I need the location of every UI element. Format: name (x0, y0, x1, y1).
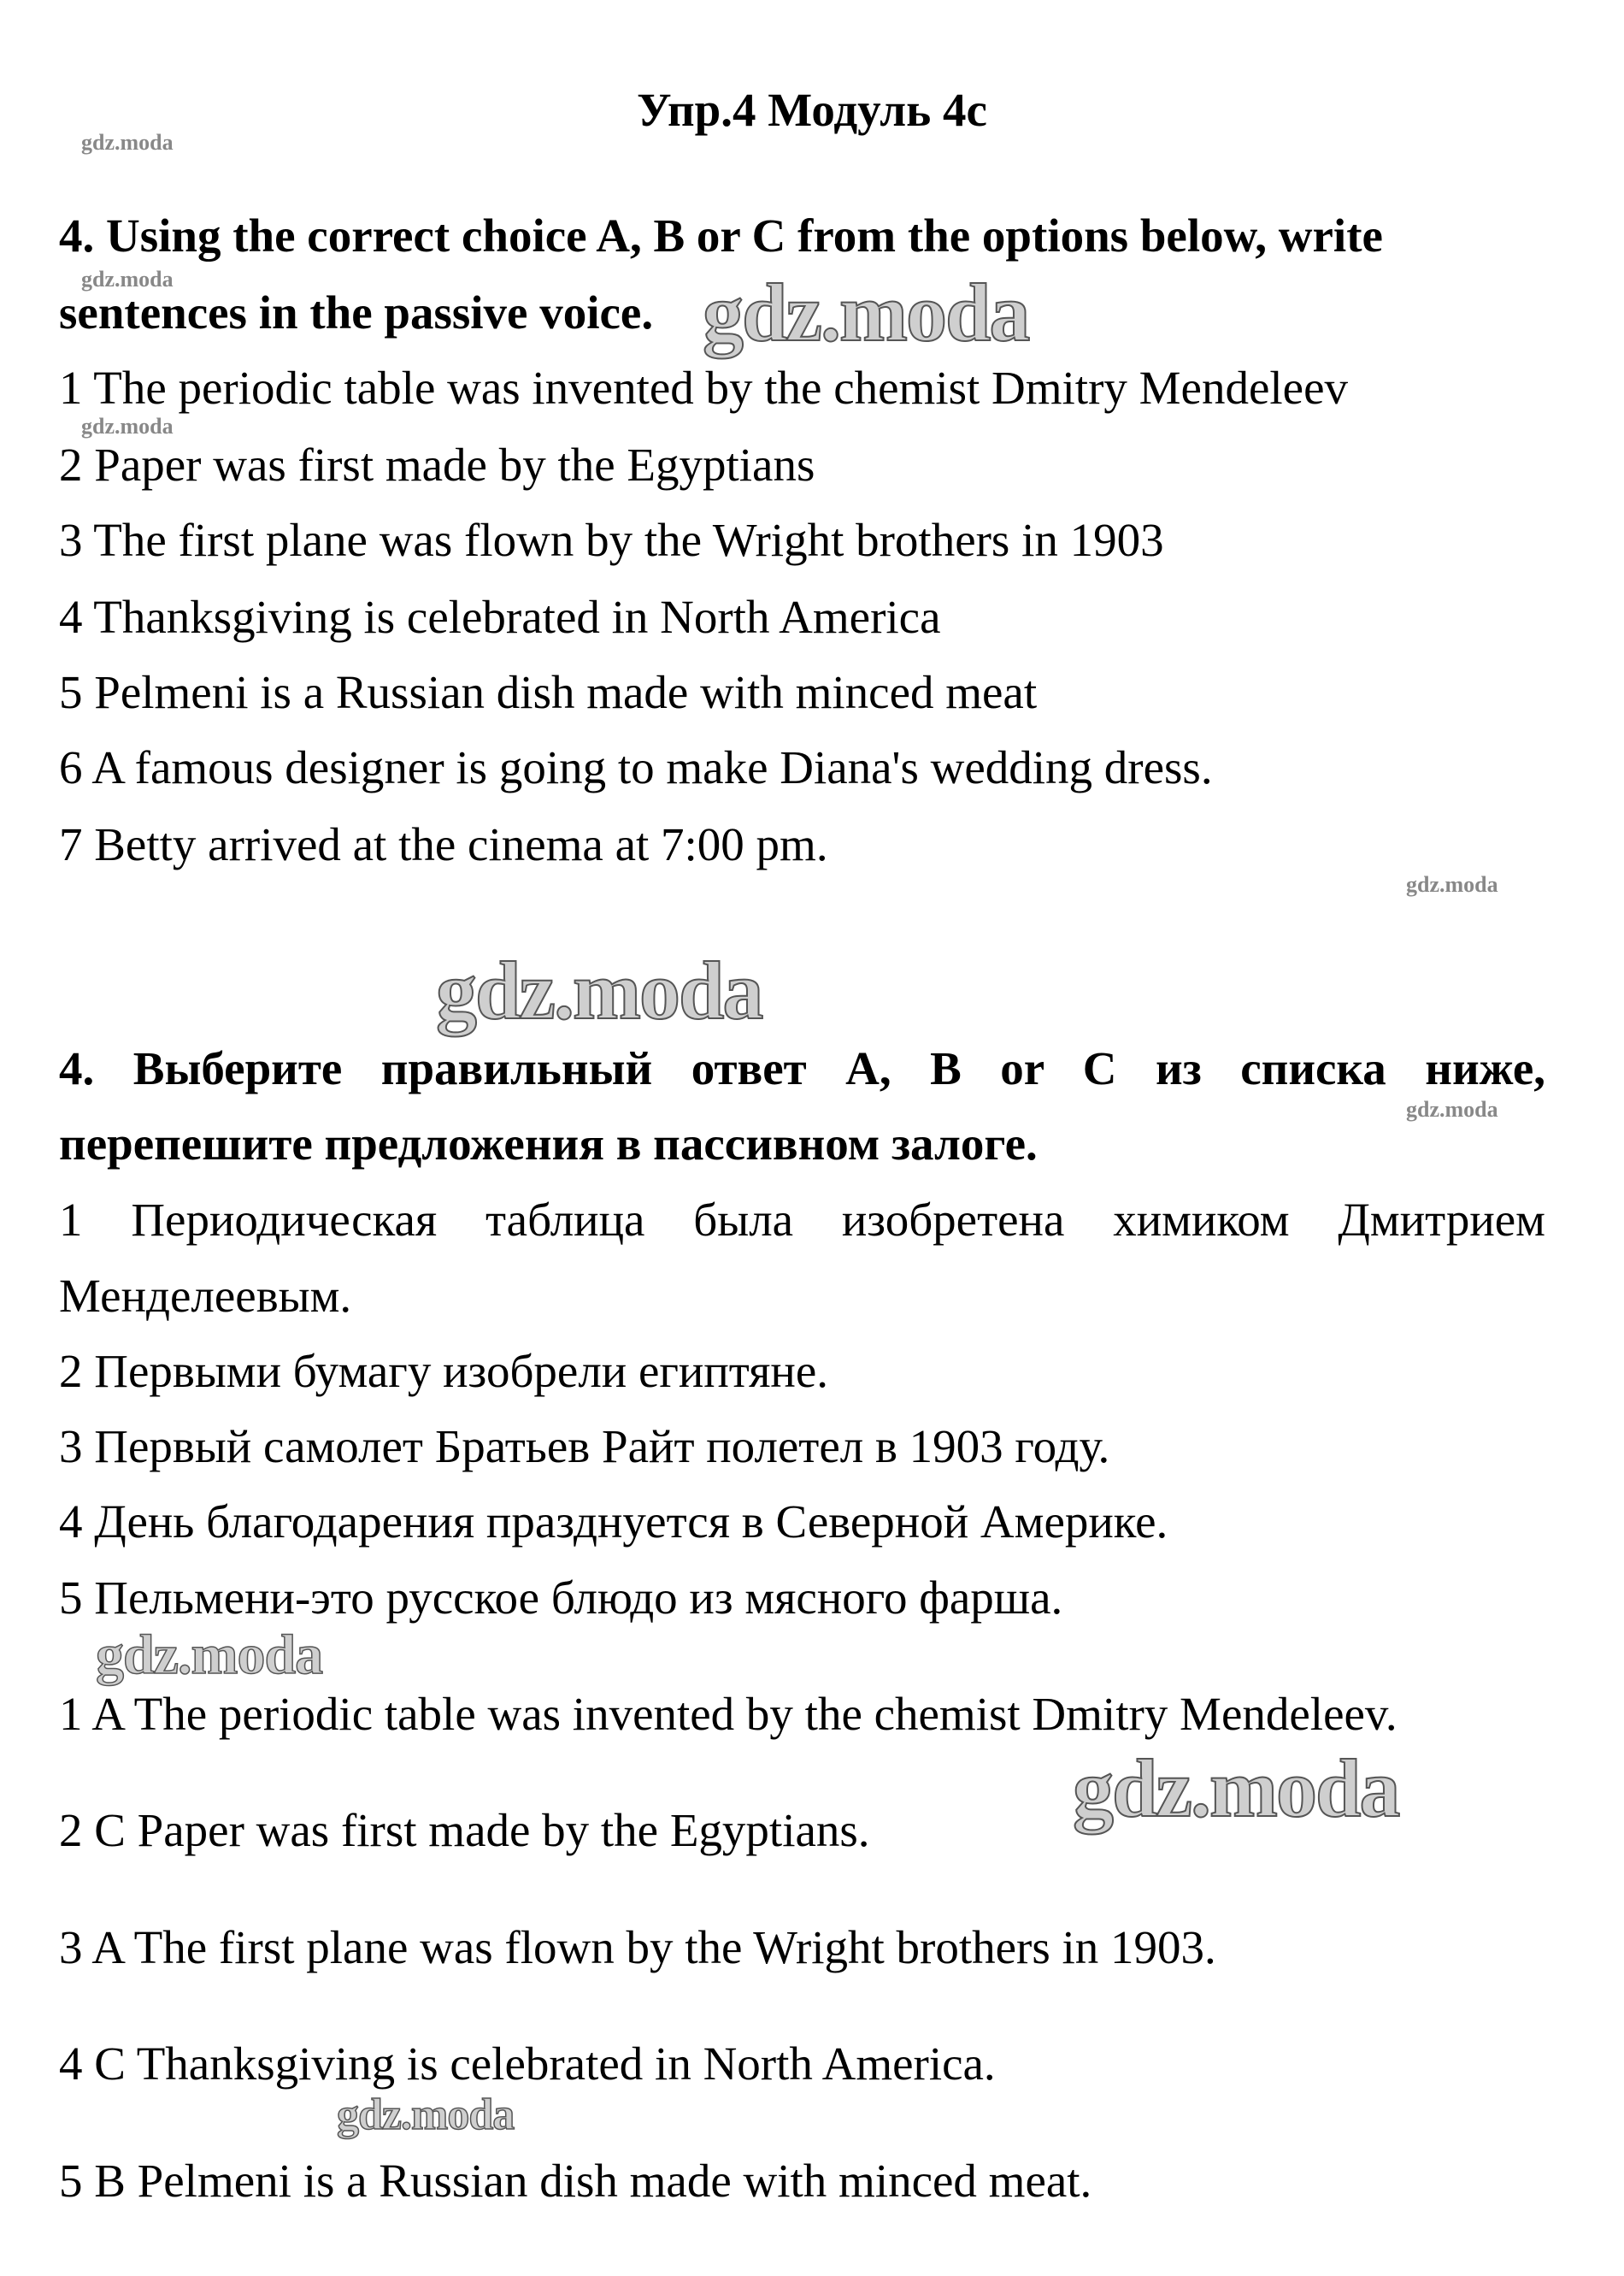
watermark: gdz.moda (81, 414, 174, 439)
answer-item: 5 B Pelmeni is a Russian dish made with minced meat. (59, 2155, 1092, 2207)
watermark: gdz.moda (337, 2090, 515, 2139)
watermark: gdz.moda (1406, 872, 1498, 897)
answer-item: 1 A The periodic table was invented by the chemist Dmitry Mendeleev. (59, 1688, 1397, 1740)
watermark: gdz.moda (96, 1624, 323, 1686)
russian-heading-line1: 4. Выберите правильный ответ A, B or C из списка ниже, (59, 1042, 1545, 1094)
english-item: 3 The first plane was flown by the Wright brothers in 1903 (59, 514, 1164, 566)
english-item: 6 A famous designer is going to make Diana's wedding dress. (59, 741, 1213, 793)
watermark: gdz.moda (703, 267, 1029, 358)
english-item: 7 Betty arrived at the cinema at 7:00 pm. (59, 818, 828, 870)
english-item: 1 The periodic table was invented by the chemist Dmitry Mendeleev (59, 362, 1348, 414)
english-item: 5 Pelmeni is a Russian dish made with minced meat (59, 666, 1038, 718)
watermark: gdz.moda (81, 267, 174, 292)
russian-item: 2 Первыми бумагу изобрели египтяне. (59, 1345, 829, 1397)
english-heading-line1: 4. Using the correct choice A, B or C from the options below, write (59, 209, 1383, 262)
watermark: gdz.moda (1073, 1742, 1399, 1834)
answer-item: 3 A The first plane was flown by the Wright brothers in 1903. (59, 1921, 1216, 1973)
russian-item: 4 День благодарения празднуется в Северной Америке. (59, 1495, 1168, 1548)
english-heading-line2: sentences in the passive voice. (59, 286, 654, 339)
russian-item: 5 Пельмени-это русское блюдо из мясного фарша. (59, 1571, 1063, 1624)
page-title: Упр.4 Модуль 4c (637, 84, 987, 136)
russian-item-1-line1: 1 Периодическая таблица была изобретена химиком Дмитрием (59, 1194, 1545, 1246)
watermark: gdz.moda (81, 130, 174, 155)
russian-item: 3 Первый самолет Братьев Райт полетел в 1903 году. (59, 1420, 1110, 1472)
english-item: 4 Thanksgiving is celebrated in North America (59, 591, 941, 643)
russian-item-1-line2: Менделеевым. (59, 1270, 352, 1322)
watermark: gdz.moda (436, 945, 762, 1036)
answer-item: 2 C Paper was first made by the Egyptians. (59, 1804, 870, 1856)
russian-heading-line2: перепешите предложения в пассивном залоге. (59, 1117, 1038, 1170)
watermark: gdz.moda (1406, 1097, 1498, 1122)
answer-item: 4 C Thanksgiving is celebrated in North America. (59, 2037, 996, 2090)
english-item: 2 Paper was first made by the Egyptians (59, 439, 815, 491)
